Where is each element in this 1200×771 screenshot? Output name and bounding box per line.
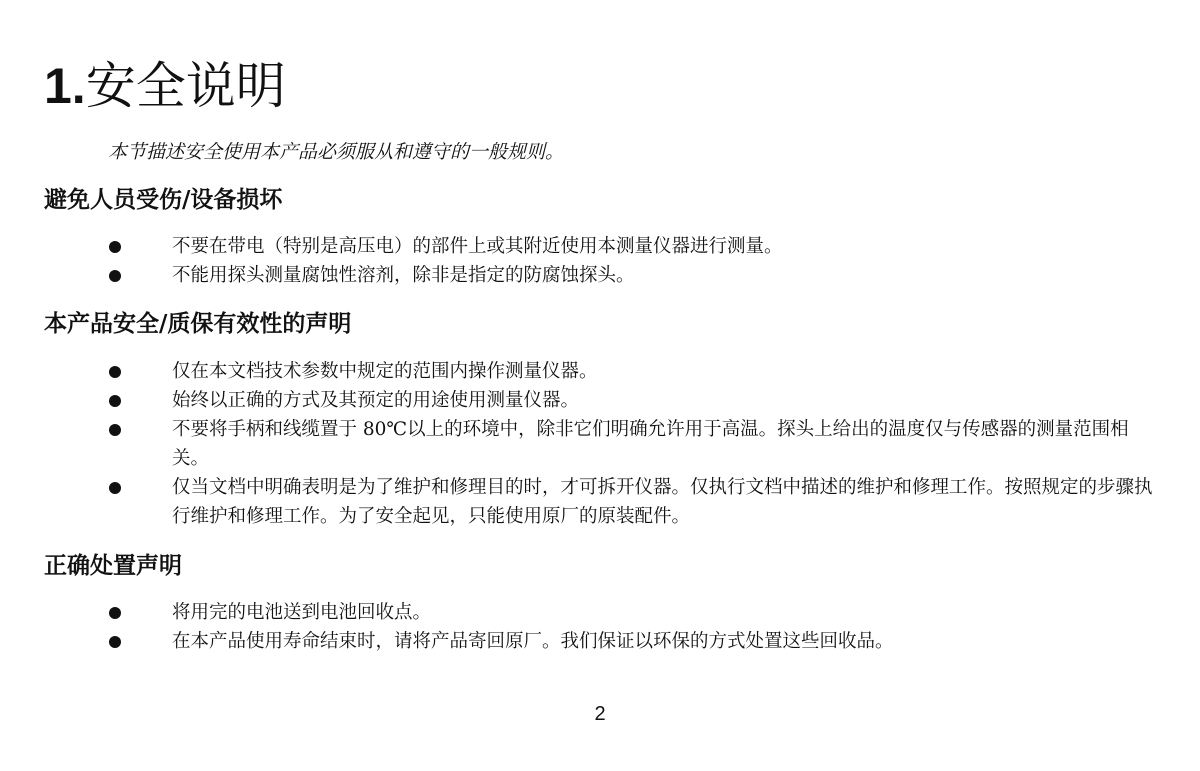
list-item	[0, 386, 1160, 415]
bullet-icon	[109, 424, 121, 436]
section-heading-injury: 避免人员受伤/设备损坏	[44, 186, 283, 213]
list-item-text: 仅当文档中明确表明是为了维护和修理目的时，才可拆开仪器。仅执行文档中描述的维护和修理工作。按照规定的步骤执行维护和修理工作。为了安全起见，只能使用原厂的原装配件。	[172, 477, 1153, 527]
list-item	[0, 415, 1160, 473]
list-item-text: 不要将手柄和线缆置于 80℃以上的环境中，除非它们明确允许用于高温。探头上给出的温度仅与传感器的测量范围相关。	[172, 419, 1129, 469]
title-text: 安全说明	[85, 57, 286, 115]
intro-text: 本节描述安全使用本产品必须服从和遵守的一般规则。	[108, 141, 565, 163]
list-item	[0, 598, 1160, 627]
bullet-icon	[109, 241, 121, 253]
list-item	[0, 627, 1160, 656]
list-item-text: 仅在本文档技术参数中规定的范围内操作测量仪器。	[172, 361, 598, 382]
section-heading-warranty: 本产品安全/质保有效性的声明	[44, 310, 352, 337]
list-item	[0, 232, 1160, 261]
list-item-text: 将用完的电池送到电池回收点。	[172, 602, 432, 623]
bullet-list-injury	[0, 232, 1200, 290]
bullet-icon	[109, 636, 121, 648]
section-heading-disposal: 正确处置声明	[44, 552, 182, 579]
list-item-text: 不要在带电（特别是高压电）的部件上或其附近使用本测量仪器进行测量。	[172, 236, 783, 257]
bullet-list-warranty	[0, 357, 1200, 531]
page-title	[44, 54, 286, 118]
bullet-icon	[109, 270, 121, 282]
list-item-text: 在本产品使用寿命结束时，请将产品寄回原厂。我们保证以环保的方式处置这些回收品。	[172, 631, 894, 652]
list-item-text: 始终以正确的方式及其预定的用途使用测量仪器。	[172, 390, 580, 411]
list-item	[0, 261, 1160, 290]
bullet-icon	[109, 482, 121, 494]
list-item	[0, 473, 1160, 531]
page-number: 2	[594, 703, 606, 725]
list-item	[0, 357, 1160, 386]
bullet-icon	[109, 607, 121, 619]
list-item-text: 不能用探头测量腐蚀性溶剂，除非是指定的防腐蚀探头。	[172, 265, 635, 286]
bullet-icon	[109, 366, 121, 378]
bullet-icon	[109, 395, 121, 407]
title-number: 1.	[44, 58, 86, 114]
bullet-list-disposal	[0, 598, 1200, 656]
